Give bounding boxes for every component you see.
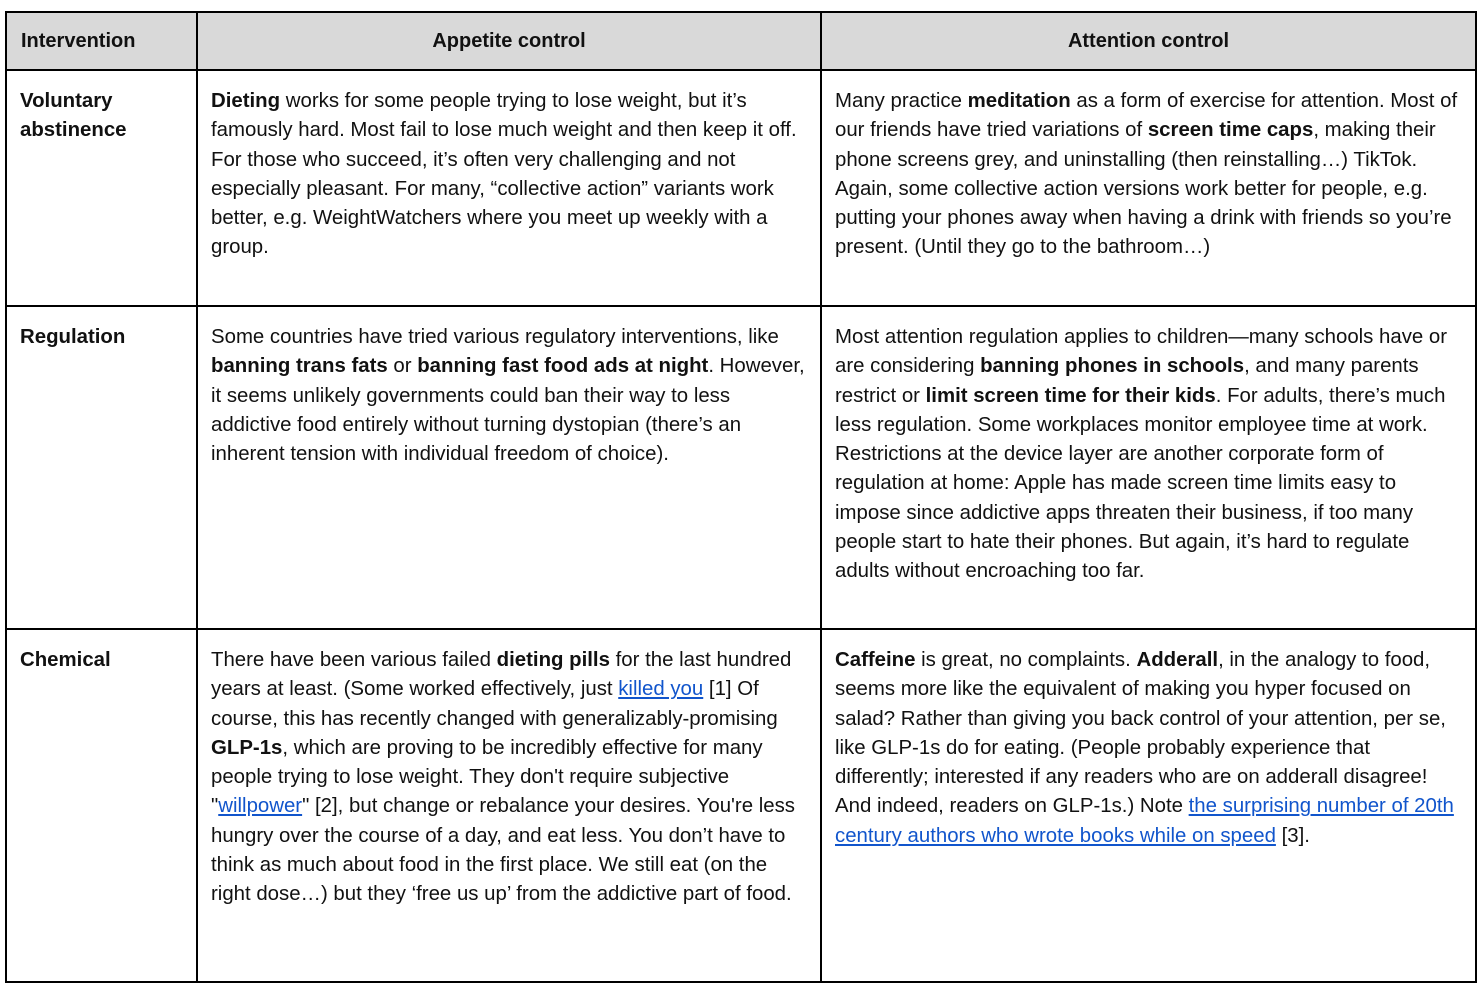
reference-link[interactable]: killed you	[618, 678, 704, 701]
cell-attention: Caffeine is great, no complaints. Adderall, in the analogy to food, seems more like the equivalent of making you hyper focused on salad? Rather than giving you back control of your attention, per se, like GLP-1s do for eating. (People probably experience that differently; interested if any readers who are on adderall disagree! And indeed, readers on GLP-1s.) Note the surprising number of 20th century authors who wrote books while on speed [3].	[821, 629, 1476, 982]
cell-attention: Most attention regulation applies to children—many schools have or are considering banning phones in schools, and many parents restrict or limit screen time for their kids. For adults, there’s much less regulation. Some workplaces monitor employee time at work. Restrictions at the device layer are another corporate form of regulation at home: Apple has made screen time limits easy to impose since addictive apps threaten their business, if too many people start to hate their phones. But again, it’s hard to regulate adults without encroaching too far.	[821, 306, 1476, 629]
cell-appetite: Dieting works for some people trying to lose weight, but it’s famously hard. Most fail to lose much weight and then keep it off. For those who succeed, it’s often very challenging and not especially pleasant. For many, “collective action” variants work better, e.g. WeightWatchers where you meet up weekly with a group.	[197, 70, 821, 306]
bold-term: Adderall	[1136, 649, 1219, 671]
cell-appetite: Some countries have tried various regulatory interventions, like banning trans fats or banning fast food ads at night. However, it seems unlikely governments could ban their way to less addictive food entirely without turning dystopian (there’s an inherent tension with individual freedom of choice).	[197, 306, 821, 629]
interventions-table	[5, 11, 1477, 983]
reference-link[interactable]: willpower	[218, 795, 303, 818]
bold-term: dieting pills	[496, 649, 610, 671]
cell-appetite: There have been various failed dieting pills for the last hundred years at least. (Some worked effectively, just killed you [1] Of course, this has recently changed with generalizably-promising GLP-1s, which are proving to be incredibly effective for many people trying to lose weight. They don't require subjective "willpower" [2], but change or rebalance your desires. You're less hungry over the course of a day, and eat less. You don’t have to think as much about food in the first place. We still eat (on the right dose…) but they ‘free us up’ from the addictive part of food.	[197, 629, 821, 982]
bold-term: GLP-1s	[211, 736, 283, 759]
table-row	[6, 629, 1476, 982]
bold-term: banning phones in schools	[980, 355, 1245, 378]
row-label-voluntary-abstinence: Voluntary abstinence	[6, 70, 197, 306]
row-label-regulation: Regulation	[6, 306, 197, 629]
table-row	[6, 70, 1476, 306]
bold-term: screen time caps	[1147, 119, 1314, 142]
bold-term: banning fast food ads at night	[417, 355, 709, 378]
table-row	[6, 306, 1476, 629]
reference-link[interactable]: the surprising number of 20th century authors who wrote books while on speed	[835, 795, 1454, 847]
cell-attention: Many practice meditation as a form of exercise for attention. Most of our friends have tried variations of screen time caps, making their phone screens grey, and uninstalling (then reinstalling…) TikTok. Again, some collective action versions work better for people, e.g. putting your phones away when having a drink with friends so you’re present. (Until they go to the bathroom…)	[821, 70, 1476, 306]
row-label-chemical: Chemical	[6, 629, 197, 982]
header-attention-control: Attention control	[821, 12, 1476, 70]
bold-term: banning trans fats	[211, 355, 388, 378]
bold-term: Caffeine	[835, 649, 916, 671]
bold-term: meditation	[967, 90, 1071, 112]
header-intervention: Intervention	[6, 12, 197, 70]
header-row	[6, 12, 1476, 70]
bold-term: Dieting	[211, 90, 281, 112]
bold-term: limit screen time for their kids	[925, 384, 1216, 407]
header-appetite-control: Appetite control	[197, 12, 821, 70]
